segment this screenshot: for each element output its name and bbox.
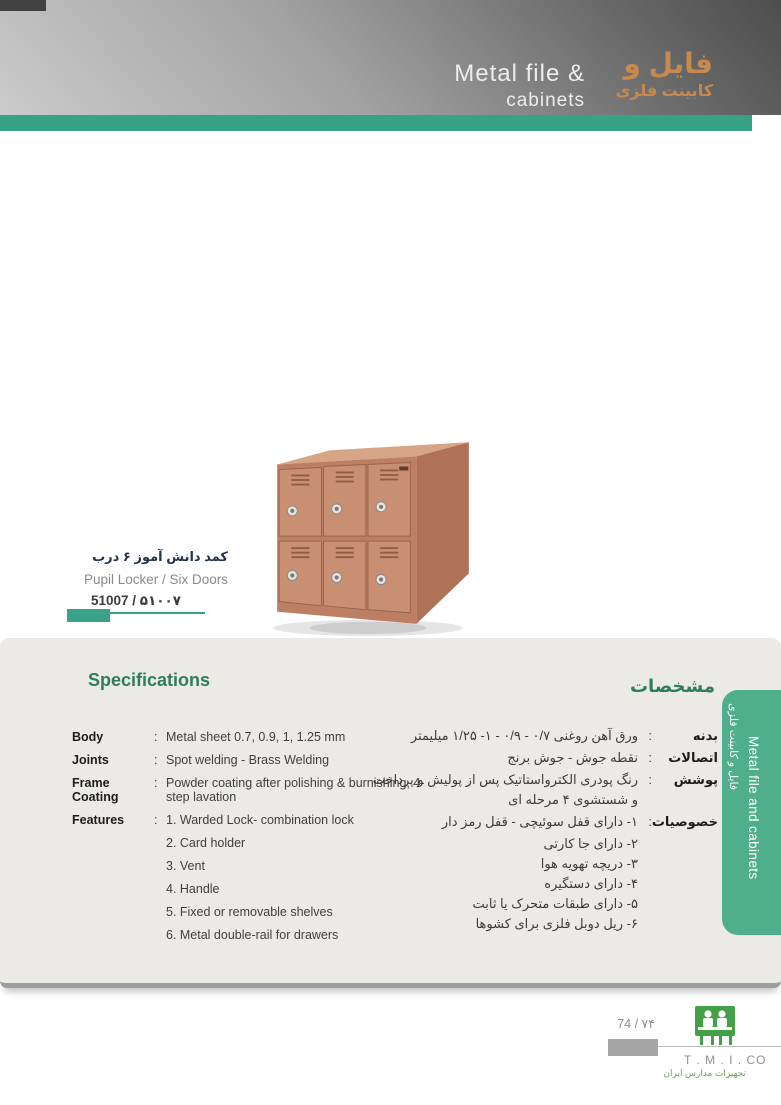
spec-row-coating-fa (328, 772, 718, 807)
category-accent-bar (0, 115, 752, 131)
product-code: 51007 / ۵۱۰۰۷ (91, 593, 181, 608)
feature-item: 2. Card holder (166, 836, 246, 850)
spec-colon: : (648, 772, 652, 787)
spec-value: Metal sheet 0.7, 0.9, 1, 1.25 mm (166, 730, 346, 744)
product-name-fa: کمد دانش آموز ۶ درب (92, 549, 228, 564)
header-title-fa (616, 50, 713, 100)
spec-colon: : (154, 730, 158, 744)
spec-label: پوشش (673, 772, 718, 787)
spec-value: ورق آهن روغنی ۰/۷ - ۰/۹ - ۱- ۱/۲۵ میلیمتر (410, 728, 638, 743)
product-image-locker (272, 412, 474, 638)
product-caption (58, 549, 228, 619)
feature-item: ۳- دریچه تهویه هوا (540, 856, 638, 871)
header-title-fa-line1: فایل و (623, 48, 713, 79)
spec-colon: : (648, 750, 652, 765)
spec-label: Joints (72, 753, 109, 767)
school-desk-icon (688, 1006, 742, 1046)
header-band (0, 0, 781, 115)
feature-item: 6. Metal double-rail for drawers (166, 928, 339, 942)
feature-item: 3. Vent (166, 859, 205, 873)
spec-value: 1. Warded Lock- combination lock (166, 813, 354, 827)
spec-colon: : (154, 753, 158, 767)
code-accent-block (67, 609, 110, 622)
spec-label: خصوصیات (651, 814, 718, 829)
company-logo (663, 1006, 767, 1079)
feature-item: ۴- دارای دستگیره (544, 876, 638, 891)
brand-subtitle: تجهیزات مدارس ایران (663, 1068, 746, 1078)
feature-item: ۵- دارای طبقات متحرک یا ثابت (472, 896, 638, 911)
feature-list-fa (328, 836, 718, 931)
spec-label: Body (72, 730, 104, 744)
category-side-tab (722, 690, 781, 935)
spec-colon: : (154, 813, 158, 827)
spec-value: Spot welding - Brass Welding (166, 753, 330, 767)
header-title-en-line1: Metal file & (454, 60, 585, 87)
spec-row-features-fa (328, 814, 718, 829)
spec-colon: : (648, 814, 652, 829)
header-title-fa-line2: کابینت فلزی (615, 83, 713, 100)
header-title-en-line2: cabinets (506, 90, 585, 111)
specifications-heading-en: Specifications (88, 670, 211, 690)
spec-label: Frame Coating (72, 776, 119, 804)
corner-mark (0, 0, 46, 11)
feature-item: 4. Handle (166, 882, 220, 896)
side-tab-label-fa: فایل و کابینت فلزی (727, 703, 739, 791)
spec-colon: : (648, 728, 652, 743)
spec-value (373, 772, 638, 807)
product-name-en: Pupil Locker / Six Doors (83, 572, 228, 587)
page-number: 74 / ۷۴ (617, 1017, 655, 1031)
spec-label: Features (72, 813, 125, 827)
spec-value: Powder coating after polishing & burnishing, 4-step lavation (166, 776, 425, 804)
spec-label: بدنه (692, 728, 718, 743)
spec-value-line1: رنگ پودری الکترواستاتیک پس از پولیش و پرداخت (372, 772, 638, 787)
spec-row-joints-fa (328, 750, 718, 765)
spec-table-fa (328, 728, 718, 936)
spec-row-body-fa (328, 728, 718, 743)
locker-illustration (272, 412, 474, 638)
spec-value: نقطه جوش - جوش برنج (507, 750, 638, 765)
side-tab-label-en: Metal file and cabinets (746, 736, 761, 880)
feature-item: ۶- ریل دوبل فلزی برای کشوها (475, 916, 638, 931)
product-code-row (58, 593, 228, 619)
code-underline (110, 612, 205, 614)
spec-label: اتصالات (668, 750, 718, 765)
spec-colon: : (154, 776, 158, 790)
spec-value: ۱- دارای قفل سوئیچی - قفل رمز دار (441, 814, 638, 829)
feature-item: ۲- دارای جا کارتی (543, 836, 638, 851)
feature-item: 5. Fixed or removable shelves (166, 905, 333, 919)
header-title-en (454, 62, 585, 110)
brand-name: T . M . I . CO (684, 1053, 767, 1067)
page-number-bar (608, 1039, 658, 1056)
specifications-heading-fa: مشخصات (629, 676, 715, 696)
spec-value-line2: و شستشوی ۴ مرحله ای (508, 792, 638, 807)
specifications-panel (0, 638, 781, 988)
